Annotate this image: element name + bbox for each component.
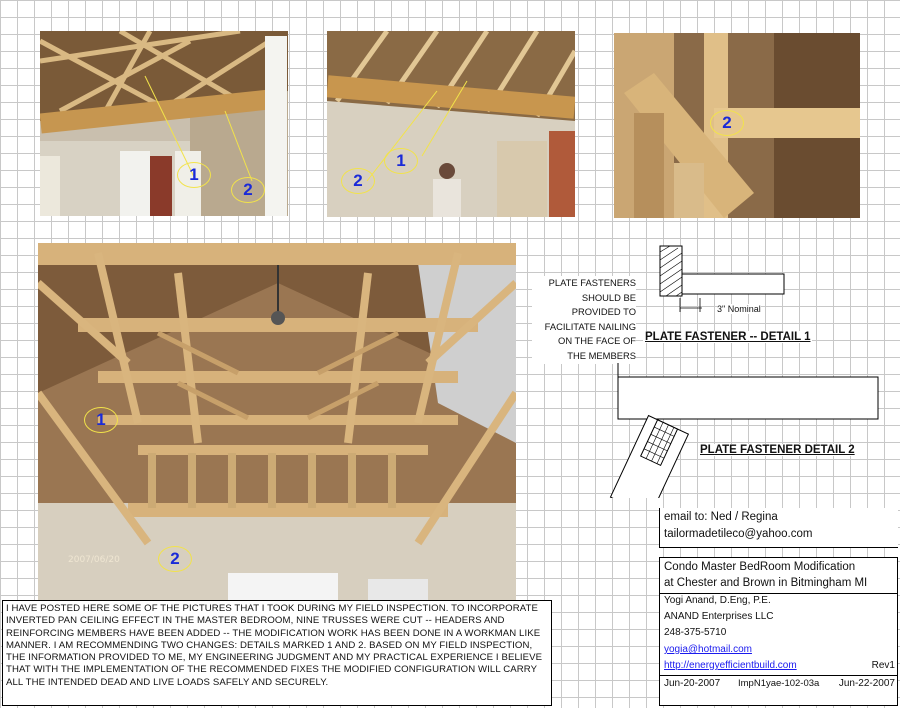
marker-2: 2	[341, 168, 375, 194]
inspection-note: I HAVE POSTED HERE SOME OF THE PICTURES THAT I TOOK DURING MY FIELD INSPECTION. TO INCORPORATE INVERTED PAN CEILING EFFECT IN THE MASTER BEDROOM, NINE TRUSSES WERE CUT -- HEADERS AND REINFORCING MEMBERS HAVE BEEN ADDED -- THE MODIFICATION WORK HAS BEEN DONE IN A WORKMAN LIKE MANNER. I AM RECOMMENDING TWO CHANGES: DETAILS MARKED 1 AND 2. BASED ON MY FIELD INSPECTION, THE INFORMATION PROVIDED TO ME, MY ENGINEERING JUDGMENT AND MY PRACTICAL EXPERIENCE I BELIEVE THAT WITH THE IMPLEMENTATION OF THE RECOMMENDED FIXES THE MODIFIED CONFIGURATION WILL CARRY ALL THE INTENDED DEAD AND LIVE LOADS SAFELY AND SECURELY.	[2, 600, 552, 706]
marker-2: 2	[231, 177, 265, 203]
email-address: tailormadetileco@yahoo.com	[664, 528, 813, 540]
note-line: THE MEMBERS	[567, 349, 636, 361]
detail-1-title: PLATE FASTENER -- DETAIL 1	[645, 331, 811, 343]
photo-trusses-header-2	[327, 31, 575, 217]
phone-number: 248-375-5710	[664, 627, 727, 638]
photo-trusses-header-1	[40, 31, 288, 216]
detail-2-drawing	[598, 363, 898, 498]
marker-1: 1	[84, 407, 118, 433]
marker-2: 2	[158, 546, 192, 572]
note-line: FACILITATE NAILING	[544, 320, 636, 332]
divider	[660, 675, 897, 676]
marker-1: 1	[384, 148, 418, 174]
note-line: ON THE FACE OF	[558, 335, 636, 347]
email-label: email to: Ned / Regina	[664, 511, 778, 523]
marker-2: 2	[710, 110, 744, 136]
email-box	[659, 508, 898, 548]
title-block	[659, 557, 898, 706]
company-name: ANAND Enterprises LLC	[664, 611, 774, 622]
engineer-email-link[interactable]: yogia@hotmail.com	[664, 644, 752, 655]
note-line: SHOULD BE	[581, 291, 636, 303]
engineer-name: Yogi Anand, D.Eng, P.E.	[664, 595, 771, 606]
note-line: PROVIDED TO	[571, 306, 636, 318]
project-location: at Chester and Brown in Bitmingham MI	[664, 577, 868, 589]
note-line: PLATE FASTENERS	[548, 277, 636, 288]
drawing-number: ImpN1yae-102-03a	[738, 678, 820, 689]
issue-date: Jun-20-2007	[664, 678, 721, 689]
project-title: Condo Master BedRoom Modification	[664, 561, 856, 573]
marker-1: 1	[177, 162, 211, 188]
revision-date: Jun-22-2007	[838, 678, 895, 689]
detail-2-title: PLATE FASTENER DETAIL 2	[700, 444, 855, 456]
photo-timestamp: 2007/06/20	[68, 555, 120, 565]
divider	[660, 593, 897, 594]
photo-inverted-pan-ceiling	[38, 243, 516, 601]
revision: Rev1	[871, 660, 895, 671]
website-link[interactable]: http://energyefficientbuild.com	[664, 660, 797, 671]
photo-truss-joint-closeup	[614, 33, 860, 218]
detail-1-drawing	[640, 242, 790, 322]
plate-fastener-note	[532, 276, 636, 364]
detail-1-dimension: 3" Nominal	[717, 304, 761, 314]
